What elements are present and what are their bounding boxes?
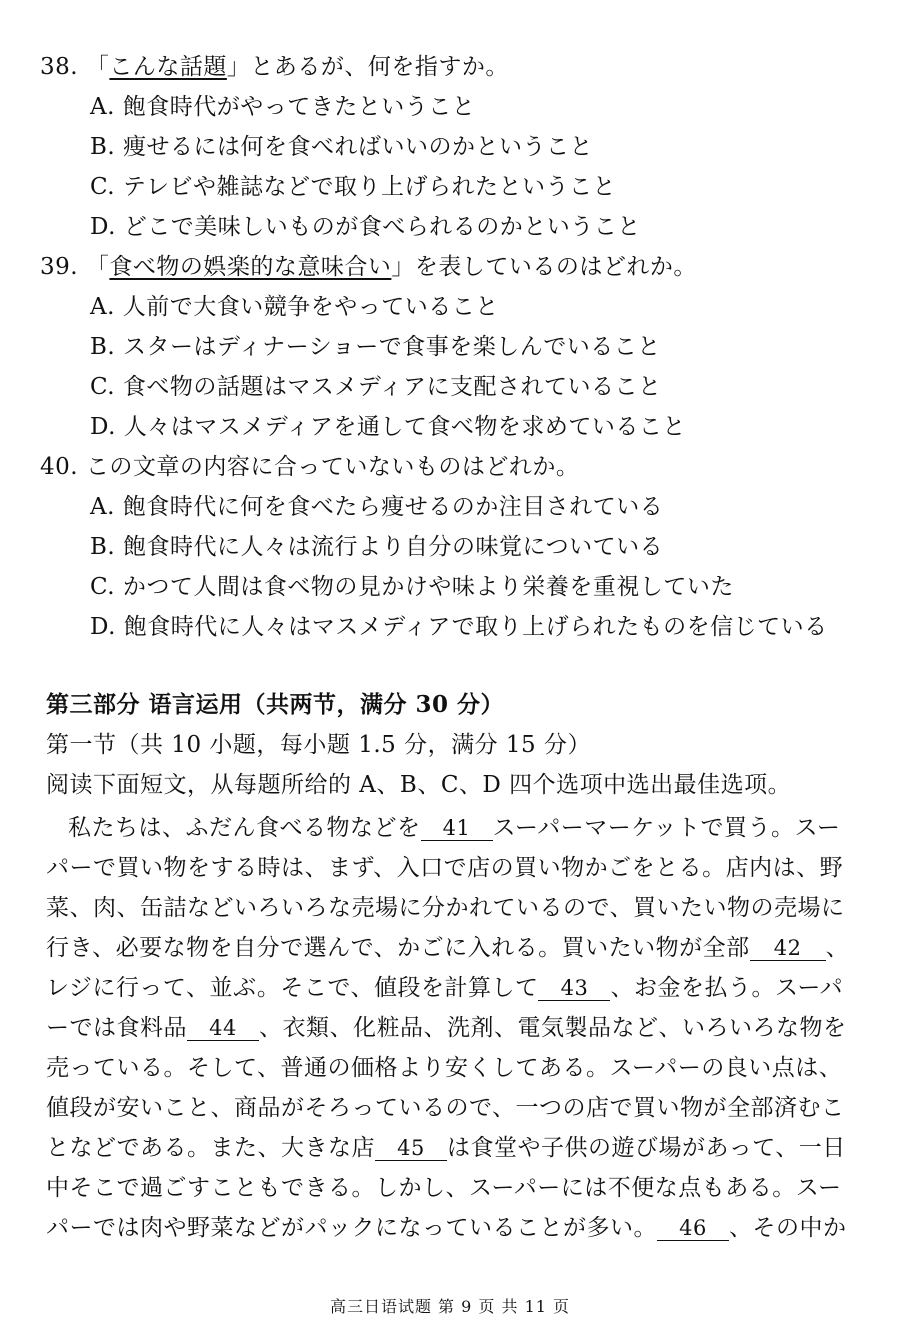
passage-line: ーでは食料品 44 、衣類、化粧品、洗剤、電気製品など、いろいろな物を: [46, 1015, 847, 1041]
section-instruction: 阅读下面短文，从每题所给的 A、B、C、D 四个选项中选出最佳选项。: [46, 772, 792, 798]
quoted-phrase: こんな話題: [109, 54, 227, 80]
question-prefix: 「: [85, 254, 110, 280]
passage-line: パーでは肉や野菜などがパックになっていることが多い。 46 、その中か: [46, 1215, 847, 1241]
option-39-b: B. スターはディナーショーで食事を楽しんでいること: [90, 334, 661, 360]
question-number: 39.: [40, 254, 79, 280]
section-title: 第一节（共 10 小题，每小题 1.5 分，满分 15 分）: [46, 732, 591, 758]
blank-45: 45: [375, 1136, 447, 1161]
question-40: [0, 452, 900, 482]
option-38-b: B. 痩せるには何を食べればいいのかということ: [90, 134, 594, 160]
option-38-d: D. どこで美味しいものが食べられるのかということ: [90, 214, 641, 240]
blank-46: 46: [657, 1216, 729, 1241]
option-38-c: C. テレビや雑誌などで取り上げられたということ: [90, 174, 616, 200]
passage-line: 売っている。そして、普通の価格より安くしてある。スーパーの良い点は、: [46, 1055, 843, 1081]
quoted-phrase: 食べ物の娯楽的な意味合い: [109, 254, 392, 280]
passage-line: 私たちは、ふだん食べる物などを 41 スーパーマーケットで買う。スー: [68, 815, 841, 841]
passage-line: 菜、肉、缶詰などいろいろな売場に分かれているので、買いたい物の売場に: [46, 895, 845, 921]
passage-line: 値段が安いこと、商品がそろっているので、一つの店で買い物が全部済むこ: [46, 1095, 845, 1121]
passage-line: 行き、必要な物を自分で選んで、かごに入れる。買いたい物が全部 42 、: [46, 935, 850, 961]
option-39-d: D. 人々はマスメディアを通して食べ物を求めていること: [90, 414, 686, 440]
option-39-a: A. 人前で大食い競争をやっていること: [90, 294, 499, 320]
blank-42: 42: [750, 936, 826, 961]
question-number: 40.: [40, 454, 79, 480]
option-40-c: C. かつて人間は食べ物の見かけや味より栄養を重視していた: [90, 574, 734, 600]
question-39: [0, 252, 900, 282]
question-38: [0, 52, 900, 82]
question-text: 」とあるが、何を指すか。: [226, 54, 509, 80]
passage-line: パーで買い物をする時は、まず、入口で店の買い物かごをとる。店内は、野: [46, 855, 844, 881]
option-40-a: A. 飽食時代に何を食べたら痩せるのか注目されている: [90, 494, 664, 520]
question-text: 」を表しているのはどれか。: [391, 254, 697, 280]
question-number: 38.: [40, 54, 79, 80]
blank-41: 41: [421, 816, 493, 841]
passage-line: 中そこで過ごすこともできる。しかし、スーパーには不便な点もある。スー: [46, 1175, 842, 1201]
page-footer: 高三日语试题 第 9 页 共 11 页: [329, 1297, 571, 1316]
option-38-a: A. 飽食時代がやってきたということ: [90, 94, 476, 120]
passage-line: となどである。また、大きな店 45 は食堂や子供の遊び場があって、一日: [46, 1135, 846, 1161]
option-40-b: B. 飽食時代に人々は流行より自分の味覚についている: [90, 534, 664, 560]
part-title: 第三部分 语言运用（共两节，满分 30 分）: [46, 691, 505, 718]
question-text: この文章の内容に合っていないものはどれか。: [85, 454, 580, 480]
option-40-d: D. 飽食時代に人々はマスメディアで取り上げられたものを信じている: [90, 614, 828, 640]
passage-line: レジに行って、並ぶ。そこで、値段を計算して 43 、お金を払う。スーパ: [46, 975, 844, 1001]
blank-44: 44: [187, 1016, 259, 1041]
option-39-c: C. 食べ物の話題はマスメディアに支配されていること: [90, 374, 662, 400]
blank-43: 43: [538, 976, 610, 1001]
question-prefix: 「: [85, 54, 110, 80]
